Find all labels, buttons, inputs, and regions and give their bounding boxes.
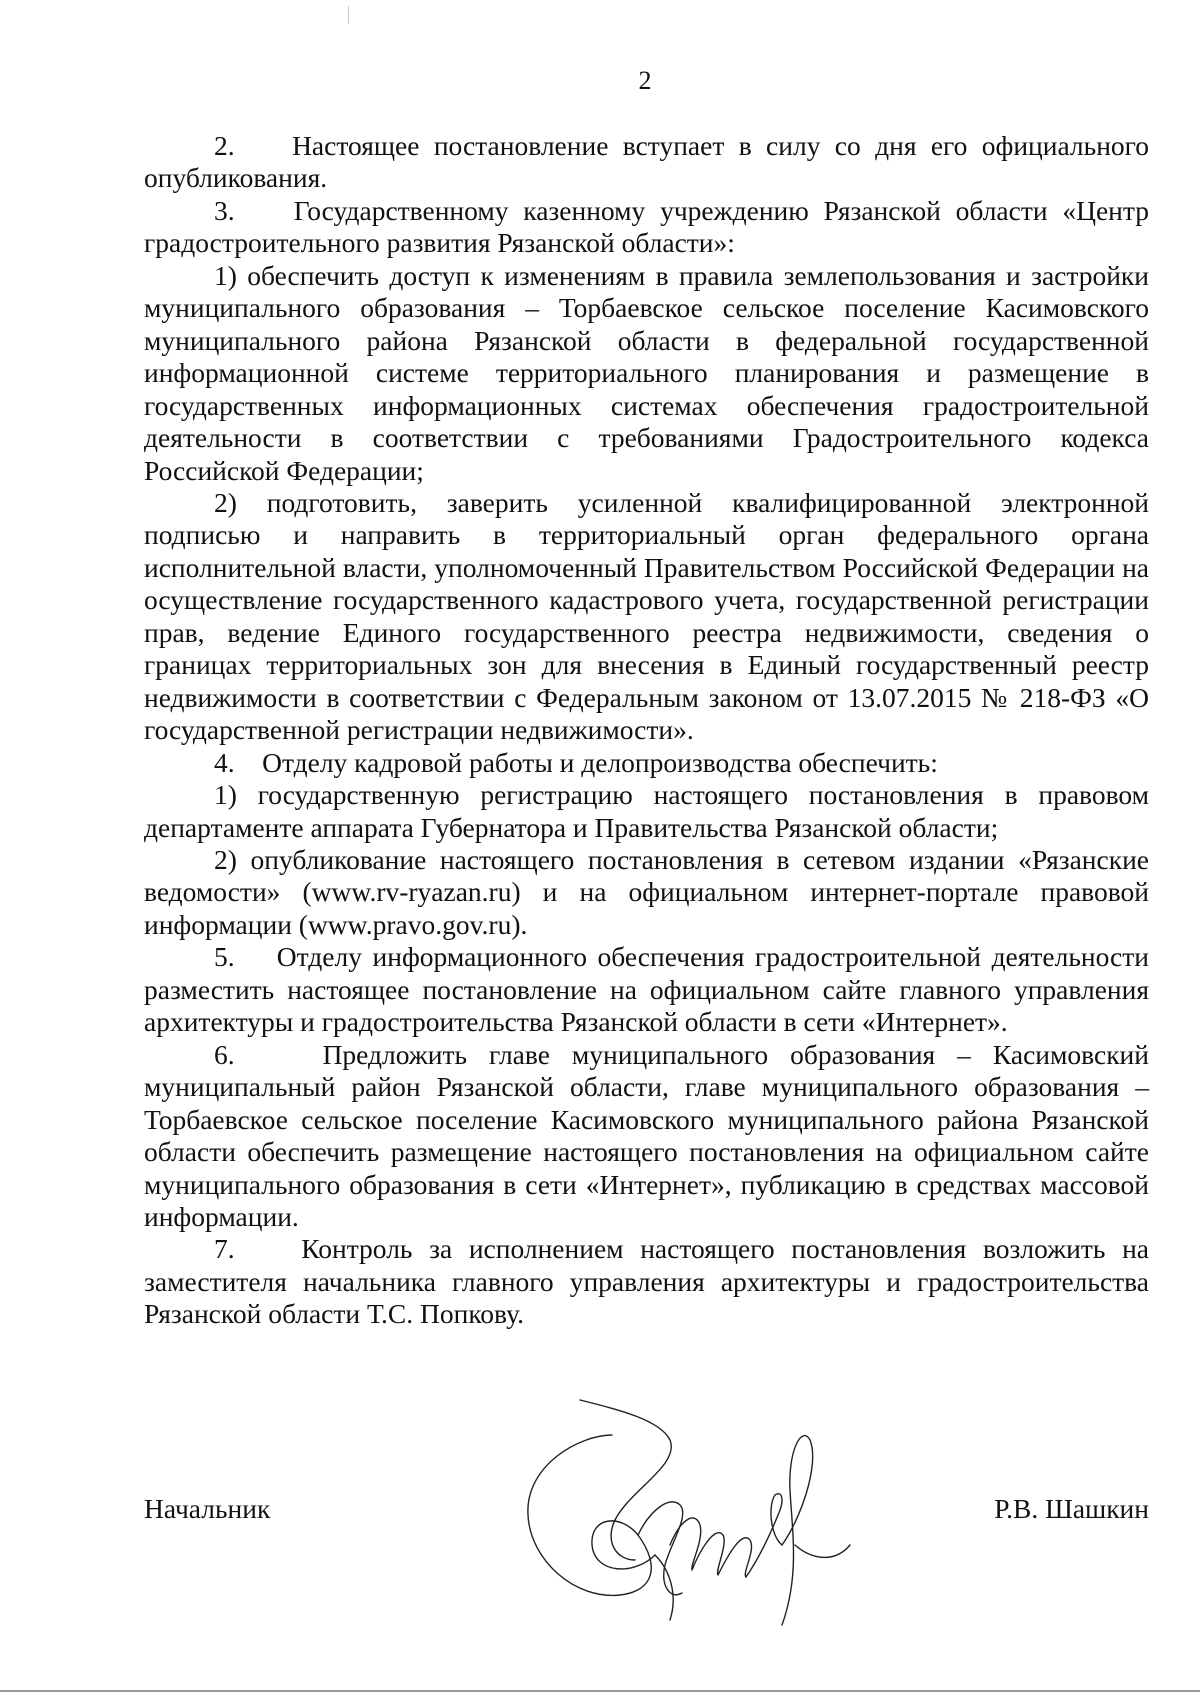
paragraph-item-7: 7. Контроль за исполнением настоящего постановления возложить на заместителя начальника главного управления архитектуры и градостроительства Рязанской области Т.С. Попкову. (144, 1233, 1149, 1330)
scan-artifact-mark (348, 6, 349, 24)
paragraph-item-3: 3. Государственному казенному учреждению Рязанской области «Центр градостроительного развития Рязанской области»: (144, 194, 1149, 259)
paragraph-item-2: 2. Настоящее постановление вступает в силу со дня его официального опубликования. (144, 130, 1149, 194)
paragraph-item-5: 5. Отделу информационного обеспечения градостроительной деятельности разместить настоящее постановление на официальном сайте главного управления архитектуры и градостроительства Рязанской области в сети «Интернет». (144, 941, 1149, 1038)
signatory-position: Начальник (144, 1493, 271, 1524)
paragraph-subitem-4-2: 2) опубликование настоящего постановления в сетевом издании «Рязанские ведомости» (www.rv-ryazan.ru) и на официальном интернет-портале правовой информации (www.pravo.gov.ru). (144, 843, 1149, 940)
paragraph-subitem-3-1: 1) обеспечить доступ к изменениям в правила землепользования и застройки муниципального образования – Торбаевское сельское поселение Касимовского муниципального района Рязанской области в федеральной государственной информационной системе территориального планирования и размещение в государственных информационных системах обеспечения градостроительной деятельности в соответствии с требованиями Градостроительного кодекса Российской Федерации; (144, 259, 1149, 486)
page-number: 2 (638, 66, 652, 95)
document-body (144, 130, 1149, 1331)
page-bottom-edge (0, 1690, 1200, 1692)
handwritten-signature (520, 1395, 870, 1630)
signatory-name: Р.В. Шашкин (994, 1493, 1149, 1524)
paragraph-subitem-4-1: 1) государственную регистрацию настоящего постановления в правовом департаменте аппарата Губернатора и Правительства Рязанской области; (144, 779, 1149, 843)
paragraph-item-4: 4. Отделу кадровой работы и делопроизводства обеспечить: (214, 746, 938, 778)
paragraph-subitem-3-2: 2) подготовить, заверить усиленной квалифицированной электронной подписью и направить в территориальный орган федерального органа исполнительной власти, уполномоченный Правительством Российской Федерации на осуществление государственного кадастрового учета, государственной регистрации прав, ведение Единого государственного реестра недвижимости, сведения о границах территориальных зон для внесения в Единый государственный реестр недвижимости в соответствии с Федеральным законом от 13.07.2015 № 218-ФЗ «О государственной регистрации недвижимости». (144, 486, 1149, 746)
paragraph-item-6: 6. Предложить главе муниципального образования – Касимовский муниципальный район Рязанской области, главе муниципального образования – Торбаевское сельское поселение Касимовского муниципального района Рязанской области обеспечить размещение настоящего постановления на официальном сайте муниципального образования в сети «Интернет», публикацию в средствах массовой информации. (144, 1038, 1149, 1232)
